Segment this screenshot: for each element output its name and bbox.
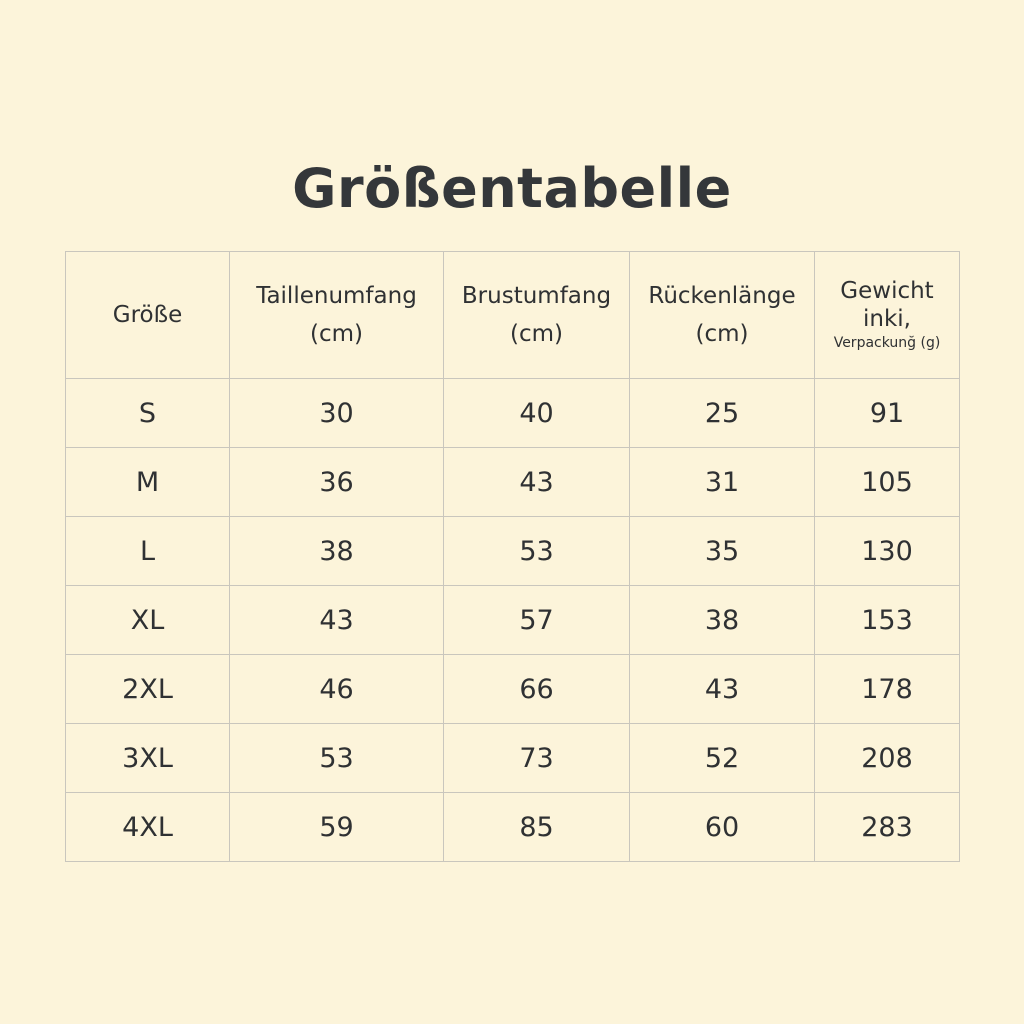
table-row	[66, 379, 960, 448]
table-row	[66, 793, 960, 862]
cell-size: S	[66, 379, 230, 448]
table-row	[66, 586, 960, 655]
cell-back-length: 35	[630, 517, 815, 586]
cell-size: XL	[66, 586, 230, 655]
cell-weight: 208	[815, 724, 960, 793]
cell-size: M	[66, 448, 230, 517]
cell-waist: 30	[230, 379, 444, 448]
header-back-length	[630, 252, 815, 379]
cell-weight: 153	[815, 586, 960, 655]
header-label: Rückenlänge	[648, 283, 796, 309]
header-label: Taillenumfang	[256, 283, 417, 309]
cell-waist: 36	[230, 448, 444, 517]
header-unit: (cm)	[695, 321, 749, 347]
page-title: Größentabelle	[292, 157, 732, 221]
header-unit: (cm)	[510, 321, 563, 347]
cell-chest: 53	[444, 517, 630, 586]
cell-weight: 105	[815, 448, 960, 517]
cell-back-length: 38	[630, 586, 815, 655]
cell-size: 4XL	[66, 793, 230, 862]
cell-weight: 178	[815, 655, 960, 724]
header-note: Verpackunğ (g)	[833, 335, 941, 351]
cell-chest: 40	[444, 379, 630, 448]
cell-back-length: 31	[630, 448, 815, 517]
cell-size: 3XL	[66, 724, 230, 793]
header-size	[66, 252, 230, 379]
cell-chest: 57	[444, 586, 630, 655]
table-row	[66, 448, 960, 517]
cell-weight: 130	[815, 517, 960, 586]
header-waist	[230, 252, 444, 379]
header-label: Gewicht	[840, 278, 934, 304]
header-label: Größe	[112, 302, 183, 328]
cell-size: 2XL	[66, 655, 230, 724]
cell-back-length: 60	[630, 793, 815, 862]
cell-chest: 43	[444, 448, 630, 517]
cell-weight: 91	[815, 379, 960, 448]
cell-back-length: 43	[630, 655, 815, 724]
cell-waist: 59	[230, 793, 444, 862]
cell-weight: 283	[815, 793, 960, 862]
table-row	[66, 655, 960, 724]
cell-waist: 46	[230, 655, 444, 724]
cell-waist: 38	[230, 517, 444, 586]
table-header-row	[66, 252, 960, 379]
cell-back-length: 52	[630, 724, 815, 793]
cell-back-length: 25	[630, 379, 815, 448]
header-chest	[444, 252, 630, 379]
header-label: Brustumfang	[461, 283, 612, 309]
cell-waist: 53	[230, 724, 444, 793]
size-chart-table	[65, 251, 960, 862]
table-row	[66, 517, 960, 586]
cell-chest: 73	[444, 724, 630, 793]
header-unit: inki,	[863, 306, 911, 332]
header-unit: (cm)	[310, 321, 363, 347]
cell-chest: 66	[444, 655, 630, 724]
cell-chest: 85	[444, 793, 630, 862]
table-row	[66, 724, 960, 793]
cell-waist: 43	[230, 586, 444, 655]
cell-size: L	[66, 517, 230, 586]
header-weight	[815, 252, 960, 379]
